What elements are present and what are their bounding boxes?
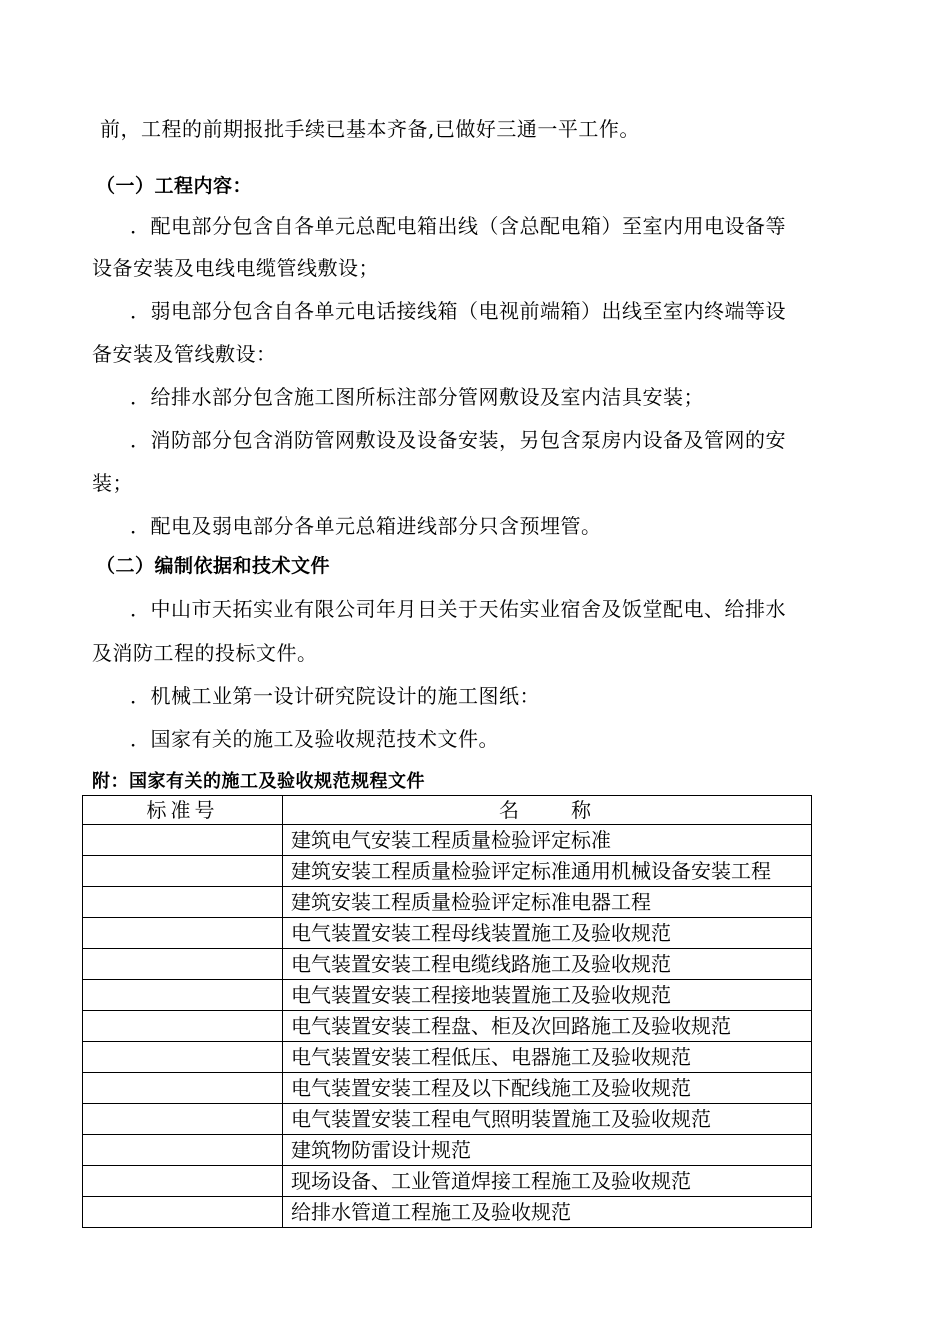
paragraph-intro: 前，工程的前期报批手续已基本齐备,已做好三通一平工作。 bbox=[100, 117, 640, 141]
basis-drawings: ．机械工业第一设计研究院设计的施工图纸： bbox=[130, 684, 540, 708]
header-name: 名 称 bbox=[283, 796, 812, 825]
table-row bbox=[83, 1197, 812, 1228]
standard-number-cell bbox=[83, 1135, 283, 1166]
standard-number-cell bbox=[83, 1104, 283, 1135]
item-fire-protection-line1: ．消防部分包含消防管网敷设及设备安装，另包含泵房内设备及管网的安 bbox=[130, 428, 786, 452]
table-row bbox=[83, 1135, 812, 1166]
standard-number-cell bbox=[83, 887, 283, 918]
item-power-line2: 设备安装及电线电缆管线敷设； bbox=[92, 256, 379, 280]
table-row bbox=[83, 918, 812, 949]
standard-number-cell bbox=[83, 1011, 283, 1042]
table-row bbox=[83, 1073, 812, 1104]
standard-name-cell: 电气装置安装工程接地装置施工及验收规范 bbox=[283, 980, 812, 1011]
standard-number-cell bbox=[83, 1166, 283, 1197]
standard-number-cell bbox=[83, 1073, 283, 1104]
table-row bbox=[83, 856, 812, 887]
standard-name-cell: 现场设备、工业管道焊接工程施工及验收规范 bbox=[283, 1166, 812, 1197]
section-heading-project-content: （一）工程内容： bbox=[96, 175, 253, 197]
item-conduit: ．配电及弱电部分各单元总箱进线部分只含预埋管。 bbox=[130, 514, 602, 538]
standard-name-cell: 电气装置安装工程盘、柜及次回路施工及验收规范 bbox=[283, 1011, 812, 1042]
standard-number-cell bbox=[83, 918, 283, 949]
table-row bbox=[83, 980, 812, 1011]
item-weak-current-line2: 备安装及管线敷设： bbox=[92, 342, 277, 366]
table-row bbox=[83, 949, 812, 980]
table-body bbox=[83, 825, 812, 1228]
standard-number-cell bbox=[83, 1197, 283, 1228]
table-row bbox=[83, 1104, 812, 1135]
standard-number-cell bbox=[83, 949, 283, 980]
table-row bbox=[83, 825, 812, 856]
standard-name-cell: 电气装置安装工程及以下配线施工及验收规范 bbox=[283, 1073, 812, 1104]
item-fire-protection-line2: 装； bbox=[92, 471, 133, 495]
standard-name-cell: 电气装置安装工程电缆线路施工及验收规范 bbox=[283, 949, 812, 980]
section-heading-basis: （二）编制依据和技术文件 bbox=[96, 555, 331, 577]
table-header-row bbox=[83, 796, 812, 825]
standard-name-cell: 建筑电气安装工程质量检验评定标准 bbox=[283, 825, 812, 856]
standard-number-cell bbox=[83, 980, 283, 1011]
item-weak-current-line1: ．弱电部分包含自各单元电话接线箱（电视前端箱）出线至室内终端等设 bbox=[130, 299, 786, 323]
basis-national-specs: ．国家有关的施工及验收规范技术文件。 bbox=[130, 727, 499, 751]
standard-number-cell bbox=[83, 825, 283, 856]
basis-tender-line2: 及消防工程的投标文件。 bbox=[92, 641, 318, 665]
standards-table bbox=[82, 795, 812, 1228]
standard-name-cell: 建筑安装工程质量检验评定标准通用机械设备安装工程 bbox=[283, 856, 812, 887]
standard-name-cell: 建筑安装工程质量检验评定标准电器工程 bbox=[283, 887, 812, 918]
standard-name-cell: 给排水管道工程施工及验收规范 bbox=[283, 1197, 812, 1228]
header-standard-number: 标准号 bbox=[83, 796, 283, 825]
standard-number-cell bbox=[83, 1042, 283, 1073]
table-row bbox=[83, 1166, 812, 1197]
table-row bbox=[83, 1042, 812, 1073]
item-water-supply: ．给排水部分包含施工图所标注部分管网敷设及室内洁具安装； bbox=[130, 385, 704, 409]
table-row bbox=[83, 1011, 812, 1042]
standard-name-cell: 电气装置安装工程电气照明装置施工及验收规范 bbox=[283, 1104, 812, 1135]
table-row bbox=[83, 887, 812, 918]
standard-name-cell: 电气装置安装工程低压、电器施工及验收规范 bbox=[283, 1042, 812, 1073]
item-power-line1: ．配电部分包含自各单元总配电箱出线（含总配电箱）至室内用电设备等 bbox=[130, 214, 786, 238]
basis-tender-line1: ．中山市天拓实业有限公司年月日关于天佑实业宿舍及饭堂配电、给排水 bbox=[130, 597, 786, 621]
standard-number-cell bbox=[83, 856, 283, 887]
standard-name-cell: 建筑物防雷设计规范 bbox=[283, 1135, 812, 1166]
standard-name-cell: 电气装置安装工程母线装置施工及验收规范 bbox=[283, 918, 812, 949]
appendix-title: 附：国家有关的施工及验收规范规程文件 bbox=[92, 771, 425, 792]
